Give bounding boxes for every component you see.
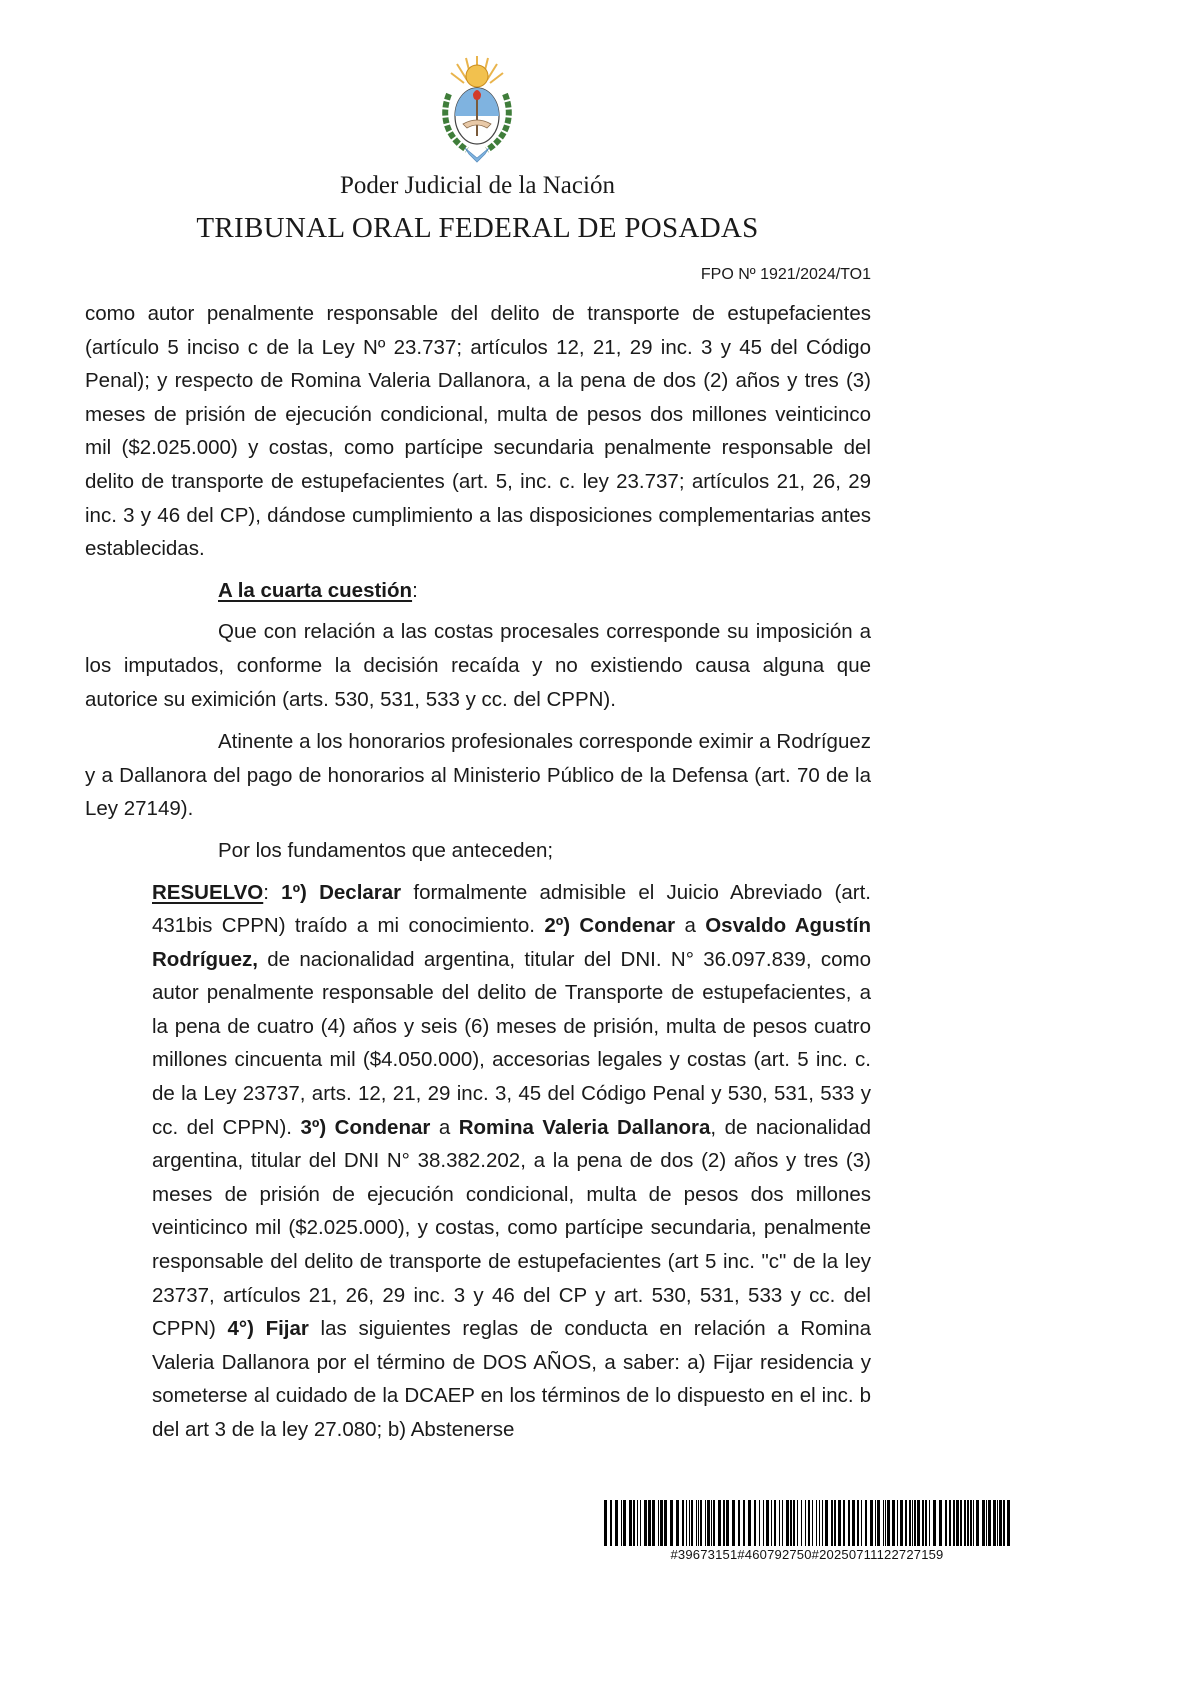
barcode-bar [660,1500,663,1546]
barcode-icon [604,1500,1010,1546]
paragraph: Que con relación a las costas procesales corresponde su imposición a los imputados, conforme la decisión recaída y no existiendo causa alguna que autorice su eximición (arts. 530, 531, 533 y cc. del CPPN). [85,620,871,711]
barcode-bar [682,1500,684,1546]
institution-title: Poder Judicial de la Nación [340,172,615,199]
defendant-name: Osvaldo Agustín Rodríguez, [152,914,872,971]
barcode-bar [664,1500,667,1546]
barcode-bar [982,1500,985,1546]
barcode-bar [870,1500,873,1546]
barcode-bar [970,1500,972,1546]
barcode-bar [698,1500,699,1546]
resolution-item-title: 3º) Condenar [300,1115,431,1139]
barcode-bar [658,1500,659,1546]
barcode-bar [857,1500,859,1546]
barcode-bar [933,1500,936,1546]
separator: : [263,880,282,904]
barcode-bar [790,1500,792,1546]
barcode-bar [732,1500,735,1546]
barcode-bar [615,1500,618,1546]
barcode-bar [644,1500,647,1546]
barcode-bar [925,1500,927,1546]
barcode-bar [711,1500,712,1546]
barcode-bar [623,1500,626,1546]
barcode-bar [771,1500,772,1546]
barcode-bar [604,1500,607,1546]
barcode-bar [629,1500,632,1546]
barcode-bar [892,1500,895,1546]
barcode-bar [754,1500,756,1546]
barcode-bar [964,1500,966,1546]
barcode-bar [838,1500,841,1546]
resolution-paragraph [85,876,871,1447]
barcode-bar [956,1500,959,1546]
barcode-bar [723,1500,725,1546]
barcode-bar [738,1500,740,1546]
barcode-bar [705,1500,706,1546]
barcode-bar [748,1500,751,1546]
barcode-bar [900,1500,903,1546]
barcode-bar [953,1500,955,1546]
barcode-bar [713,1500,715,1546]
resolution-item-title: 2º) Condenar [544,914,676,938]
barcode-bar [986,1500,987,1546]
barcode-bar [1003,1500,1005,1546]
document-body [85,297,871,1447]
barcode-bar [812,1500,813,1546]
resolution-item-title: 1º) Declarar [281,880,402,904]
resolution-item-title: 4°) Fijar [227,1317,309,1341]
barcode-bar [843,1500,845,1546]
barcode-bar [686,1500,687,1546]
barcode-bar [917,1500,920,1546]
barcode-bar [652,1500,655,1546]
barcode-bar [848,1500,850,1546]
barcode-bar [797,1500,798,1546]
paragraph: Atinente a los honorarios profesionales corresponde eximir a Rodríguez y a Dallanora del pago de honorarios al Ministerio Público de la Defensa (art. 70 de la Ley 27149). [85,730,871,821]
barcode-bar [718,1500,721,1546]
barcode-bar [782,1500,783,1546]
resuelvo-label: RESUELVO [152,880,264,904]
coat-of-arms-icon [437,54,517,164]
barcode-bar [877,1500,880,1546]
barcode-bar [637,1500,638,1546]
barcode-bar [976,1500,979,1546]
barcode-bar [648,1500,651,1546]
barcode-bar [774,1500,776,1546]
barcode-bar [988,1500,991,1546]
barcode-bar [999,1500,1002,1546]
barcode-bar [993,1500,996,1546]
section-heading-label: A la cuarta cuestión [218,578,413,602]
barcode-bar [691,1500,693,1546]
barcode-bar [689,1500,690,1546]
connector-text: a [675,914,706,938]
barcode-bar [883,1500,884,1546]
barcode-bar [700,1500,702,1546]
barcode-bar [670,1500,673,1546]
connector-text: a [430,1115,459,1139]
barcode-bar [676,1500,679,1546]
file-number: FPO Nº 1921/2024/TO1 [700,266,871,283]
barcode-bar [696,1500,697,1546]
barcode-bar [929,1500,930,1546]
barcode-bar [743,1500,745,1546]
barcode-bar [825,1500,828,1546]
barcode-number: #39673151#460792750#20250711122727159 [670,1547,944,1562]
barcode-bar [822,1500,823,1546]
barcode-bar [763,1500,764,1546]
barcode-bar [960,1500,962,1546]
barcode-bar [621,1500,622,1546]
barcode-bar [939,1500,942,1546]
barcode-bar [912,1500,913,1546]
barcode-bar [905,1500,907,1546]
barcode-bar [834,1500,836,1546]
barcode-bar [793,1500,795,1546]
barcode-bar [816,1500,817,1546]
barcode-bar [997,1500,998,1546]
barcode-bar [922,1500,924,1546]
barcode-bar [707,1500,710,1546]
barcode-bar [831,1500,833,1546]
barcode-bar [887,1500,890,1546]
defendant-name: Romina Valeria Dallanora [458,1115,711,1139]
barcode-bar [852,1500,855,1546]
barcode-bar [808,1500,810,1546]
section-heading [85,574,871,608]
barcode-bar [949,1500,951,1546]
barcode-bar [1007,1500,1010,1546]
barcode-bar [805,1500,806,1546]
barcode-bar [914,1500,916,1546]
barcode-bar [766,1500,769,1546]
barcode-bar [726,1500,729,1546]
barcode-bar [801,1500,802,1546]
barcode-bar [759,1500,760,1546]
barcode-bar [640,1500,641,1546]
barcode-bar [885,1500,886,1546]
barcode-bar [861,1500,862,1546]
barcode-bar [945,1500,947,1546]
barcode-bar [610,1500,612,1546]
paragraph: como autor penalmente responsable del delito de transporte de estupefacientes (artículo 5 inciso c de la Ley Nº 23.737; artículos 12, 21, 29 inc. 3 y 45 del Código Penal); y respecto de Romina Valeria Dallanora, a la pena de dos (2) años y tres (3) meses de prisión de ejecución condicional, multa de pesos dos millones veinticinco mil ($2.025.000) y costas, como partícipe secundaria penalmente responsable del delito de transporte de estupefacientes (art. 5, inc. c. ley 23.737; artículos 21, 26, 29 inc. 3 y 46 del CP), dándose cumplimiento a las disposiciones complementarias antes establecidas. [85,302,871,561]
barcode-bar [909,1500,911,1546]
barcode-bar [967,1500,969,1546]
barcode-bar [865,1500,867,1546]
resolution-item-text: formalmente admisible el Juicio Abreviado (art. 431bis CPPN) traído a mi conocimiento. [152,880,871,938]
barcode-bar [819,1500,820,1546]
barcode-bar [786,1500,789,1546]
barcode-bar [779,1500,780,1546]
court-title: TRIBUNAL ORAL FEDERAL DE POSADAS [196,212,759,244]
paragraph: Por los fundamentos que anteceden; [218,838,554,862]
barcode-bar [875,1500,876,1546]
resolution-item-text: las siguientes reglas de conducta en relación a Romina Valeria Dallanora por el término de DOS AÑOS, a saber: a) Fijar residencia y someterse al cuidado de la DCAEP en los términos de lo dispuesto en el inc. b del art 3 de la ley 27.080; b) Abstenerse [152,1317,871,1441]
resolution-item-text: de nacionalidad argentina, titular del DNI. N° 36.097.839, como autor penalmente responsable del delito de Transporte de estupefacientes, a la pena de cuatro (4) años y seis (6) meses de prisión, multa de pesos cuatro millones cincuenta mil ($4.050.000), accesorias legales y costas (art. 5 inc. c. de la Ley 23737, arts. 12, 21, 29 inc. 3, 45 del Código Penal y 530, 531, 533 y cc. del CPPN). [152,947,871,1139]
barcode-bar [897,1500,898,1546]
barcode-bar [973,1500,974,1546]
section-heading-colon: : [412,578,418,602]
barcode-bar [633,1500,635,1546]
resolution-item-text: , de nacionalidad argentina, titular del DNI N° 38.382.202, a la pena de dos (2) años y tres (3) meses de prisión de ejecución condicional, multa de pesos dos millones veinticinco mil ($2.025.000), y costas, como partícipe secundaria, penalmente responsable del delito de transporte de estupefacientes (art 5 inc. "c" de la ley 23737, artículos 21, 26, 29 inc. 3 y 46 del CP y art. 530, 531, 533 y cc. del CPPN) [152,1115,872,1341]
